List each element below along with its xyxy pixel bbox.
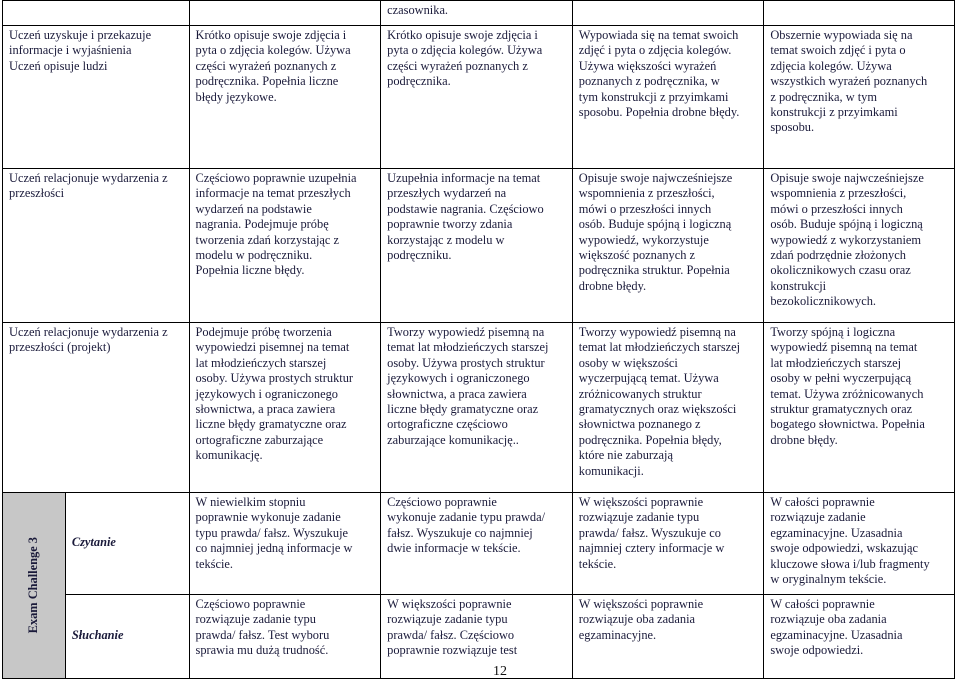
grade-cell: Tworzy wypowiedź pisemną na temat lat młodzieńczych starszej osoby. Używa prostych struktur językowych i ograniczonego słownictwa, a praca zawiera liczne błędy gramatyczne oraz ortograficzne częściowo zaburzające komunikację.. [381,323,573,493]
grade-cell: Obszernie wypowiada się na temat swoich zdjęć i pyta o zdjęcia kolegów. Używa wszystkich wyrażeń poznanych z podręcznika, w tym konstrukcji z przyimkami sposobu. [764,26,955,169]
table-cell-continuation: czasownika. [381,1,573,26]
grade-cell: Częściowo poprawnie wykonuje zadanie typu prawda/ fałsz. Wyszukuje co najmniej dwie informacje w tekście. [381,493,573,595]
grade-cell: Tworzy spójną i logiczna wypowiedź pisemną na temat lat młodzieńczych starszej osoby w pełni wyczerpującą temat. Używa zróżnicowanych struktur gramatycznych oraz bogatego słownictwa. Popełnia drobne błędy. [764,323,955,493]
grade-cell: Wypowiada się na temat swoich zdjęć i pyta o zdjęcia kolegów. Używa większości wyrażeń poznanych z podręcznika, w tym konstrukcji z przyimkami sposobu. Popełnia drobne błędy. [572,26,764,169]
exam-section-label: Exam Challenge 3 [26,537,41,634]
grade-cell: W całości poprawnie rozwiązuje oba zadania egzaminacyjne. Uzasadnia swoje odpowiedzi. [764,595,955,679]
grade-cell: Częściowo poprawnie uzupełnia informacje na temat przeszłych wydarzeń na podstawie nagrania. Podejmuje próbę tworzenia zdań korzystając z modelu w podręczniku. Popełnia liczne błędy. [189,169,381,323]
skill-cell: Uczeń relacjonuje wydarzenia z przeszłości (projekt) [3,323,190,493]
table-row [3,493,955,595]
skill-cell-reading: Czytanie [65,493,189,595]
assessment-criteria-table [2,0,955,679]
skill-cell: Uczeń uzyskuje i przekazuje informacje i wyjaśnienia Uczeń opisuje ludzi [3,26,190,169]
grade-cell: Krótko opisuje swoje zdjęcia i pyta o zdjęcia kolegów. Używa części wyrażeń poznanych z podręcznika. [381,26,573,169]
grade-cell: W większości poprawnie rozwiązuje oba zadania egzaminacyjne. [572,595,764,679]
skill-cell-listening: Słuchanie [65,595,189,679]
grade-cell: W całości poprawnie rozwiązuje zadanie egzaminacyjne. Uzasadnia swoje odpowiedzi, wskazując kluczowe słowa i/lub fragmenty w oryginalnym tekście. [764,493,955,595]
table-row [3,169,955,323]
table-cell [3,1,190,26]
grade-cell: Krótko opisuje swoje zdjęcia i pyta o zdjęcia kolegów. Używa części wyrażeń poznanych z podręcznika. Popełnia liczne błędy językowe. [189,26,381,169]
table-row-continuation [3,1,955,26]
table-cell [189,1,381,26]
grade-cell: Tworzy wypowiedź pisemną na temat lat młodzieńczych starszej osoby w większości wyczerpującą temat. Używa zróżnicowanych struktur gramatycznych oraz większości słownictwa poznanego z podręcznika. Popełnia błędy, które nie zaburzają komunikacji. [572,323,764,493]
table-cell [572,1,764,26]
table-row [3,323,955,493]
table-cell [764,1,955,26]
grade-cell: Uzupełnia informacje na temat przeszłych wydarzeń na podstawie nagrania. Częściowo poprawnie tworzy zdania korzystając z modelu w podręczniku. [381,169,573,323]
page-number: 12 [493,664,507,679]
exam-section-label-cell [3,493,66,679]
table-row [3,26,955,169]
grade-cell: Opisuje swoje najwcześniejsze wspomnienia z przeszłości, mówi o przeszłości innych osób. Buduje spójną i logiczną wypowiedź z wykorzystaniem zdań podrzędnie złożonych okolicznikowych czasu oraz konstrukcji bezokolicznikowych. [764,169,955,323]
grade-cell: Opisuje swoje najwcześniejsze wspomnienia z przeszłości, mówi o przeszłości innych osób. Buduje spójną i logiczną wypowiedź, wykorzystuje większość poznanych z podręcznika struktur. Popełnia drobne błędy. [572,169,764,323]
grade-cell: Podejmuje próbę tworzenia wypowiedzi pisemnej na temat lat młodzieńczych starszej osoby. Używa prostych struktur językowych i ograniczonego słownictwa, a praca zawiera liczne błędy gramatyczne oraz ortograficzne zaburzające komunikację. [189,323,381,493]
grade-cell: Częściowo poprawnie rozwiązuje zadanie typu prawda/ fałsz. Test wyboru sprawia mu dużą trudność. [189,595,381,679]
skill-cell: Uczeń relacjonuje wydarzenia z przeszłości [3,169,190,323]
grade-cell: W większości poprawnie rozwiązuje zadanie typu prawda/ fałsz. Wyszukuje co najmniej cztery informacje w tekście. [572,493,764,595]
grade-cell: W niewielkim stopniu poprawnie wykonuje zadanie typu prawda/ fałsz. Wyszukuje co najmniej jedną informacje w tekście. [189,493,381,595]
grade-cell: W większości poprawnie rozwiązuje zadanie typu prawda/ fałsz. Częściowo poprawnie rozwiązuje test [381,595,573,679]
